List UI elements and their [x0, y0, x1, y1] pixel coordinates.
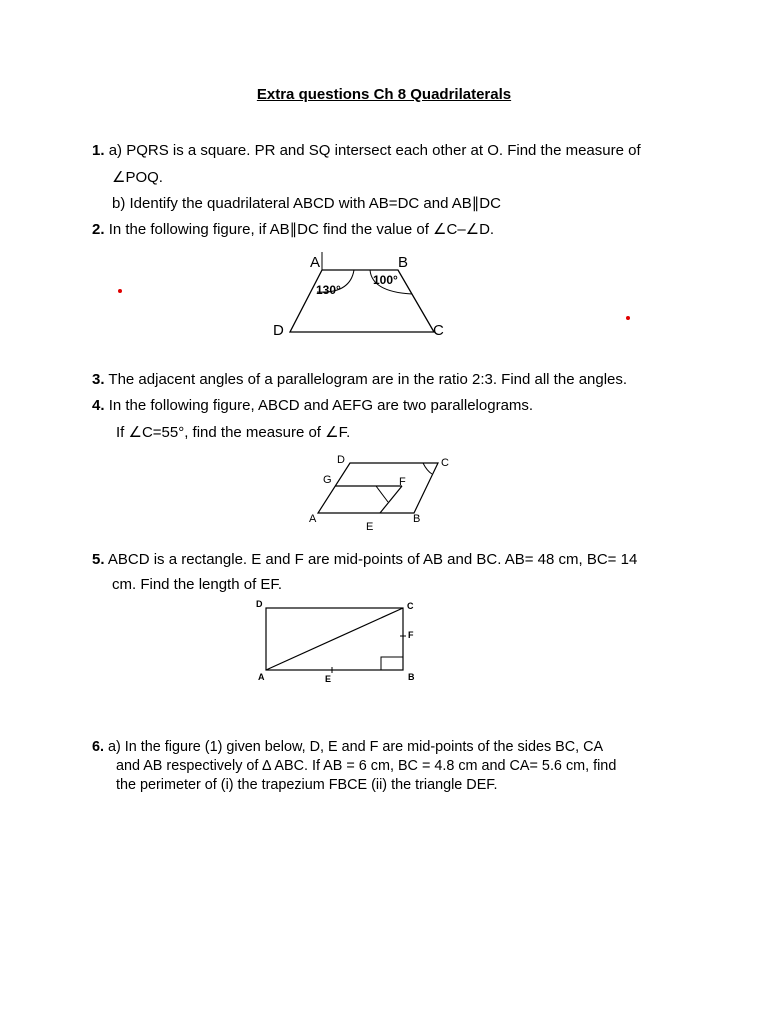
page-title: Extra questions Ch 8 Quadrilaterals — [256, 86, 512, 103]
figure-trapezium — [270, 250, 460, 342]
question-5-line-1 — [92, 551, 637, 568]
question-6-line-1 — [92, 739, 603, 755]
question-1-line-1 — [92, 142, 641, 159]
question-4-number: 4. — [92, 397, 105, 414]
figure-rectangle — [254, 596, 424, 686]
question-1a-continuation: ∠POQ. — [112, 169, 163, 186]
vertex-label-d: D — [273, 322, 284, 339]
vertex-label-b: B — [413, 513, 421, 525]
vertex-label-a: A — [309, 513, 317, 525]
question-4-text: In the following figure, ABCD and AEFG are two parallelograms. — [108, 397, 534, 414]
angle-label-130: 130° — [316, 283, 341, 297]
question-6-number: 6. — [92, 739, 105, 755]
question-2-text: In the following figure, if AB∥DC find the value of ∠C–∠D. — [108, 221, 495, 238]
vertex-label-e: E — [366, 521, 374, 533]
question-5-text: ABCD is a rectangle. E and F are mid-points of AB and BC. AB= 48 cm, BC= 14 — [107, 551, 638, 568]
angle-label-100: 100° — [373, 273, 398, 287]
question-6-text: a) In the figure (1) given below, D, E and F are mid-points of the sides BC, CA — [108, 739, 604, 755]
question-5-number: 5. — [92, 551, 105, 568]
question-4-line-1 — [92, 397, 533, 414]
figure-parallelograms — [308, 452, 458, 536]
red-marker-dot — [626, 316, 630, 320]
vertex-label-d: D — [256, 599, 263, 609]
vertex-label-f: F — [408, 630, 414, 640]
question-1a-text: a) PQRS is a square. PR and SQ intersect each other at O. Find the measure of — [108, 142, 641, 159]
question-3-text: The adjacent angles of a parallelogram are in the ratio 2:3. Find all the angles. — [108, 371, 628, 388]
vertex-label-b: B — [398, 254, 409, 271]
red-marker-dot — [118, 289, 122, 293]
vertex-label-c: C — [433, 322, 444, 339]
question-2-number: 2. — [92, 221, 105, 238]
vertex-label-e: E — [325, 674, 332, 684]
vertex-label-c: C — [441, 457, 449, 469]
vertex-label-a: A — [258, 672, 265, 682]
vertex-label-d: D — [337, 454, 345, 466]
vertex-label-b: B — [408, 672, 415, 682]
question-1-number: 1. — [92, 142, 105, 159]
question-3-number: 3. — [92, 371, 105, 388]
vertex-label-f: F — [399, 476, 406, 488]
question-2-line — [92, 220, 494, 238]
vertex-label-g: G — [323, 474, 332, 486]
question-1b-text: b) Identify the quadrilateral ABCD with AB=DC and AB∥DC — [112, 195, 501, 212]
vertex-label-c: C — [407, 601, 414, 611]
question-6-line-3: the perimeter of (i) the trapezium FBCE (ii) the triangle DEF. — [116, 777, 498, 793]
question-3-line — [92, 371, 627, 388]
question-5-continuation: cm. Find the length of EF. — [112, 576, 283, 593]
vertex-label-a: A — [310, 254, 321, 271]
question-6-line-2: and AB respectively of ∆ ABC. If AB = 6 cm, BC = 4.8 cm and CA= 5.6 cm, find — [116, 758, 617, 774]
question-4-condition: If ∠C=55°, find the measure of ∠F. — [116, 424, 351, 441]
